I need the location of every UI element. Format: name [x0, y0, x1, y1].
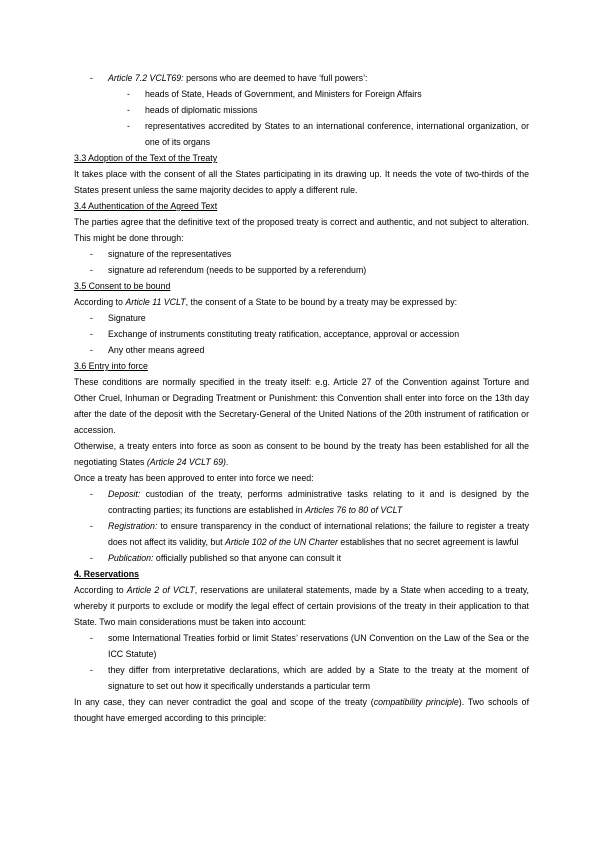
list-item: - signature of the representatives	[74, 246, 529, 262]
list-item: - Deposit: custodian of the treaty, performs administrative tasks relating to it and is designed by the contracting parties; its functions are established in Articles 76 to 80 of VCLT	[74, 486, 529, 518]
paragraph: Otherwise, a treaty enters into force as soon as consent to be bound by the treaty has been established for all the negotiating States (Article 24 VCLT 69).	[74, 441, 529, 467]
full-powers-sublist	[74, 86, 529, 150]
section-heading: 3.4 Authentication of the Agreed Text	[74, 201, 218, 211]
list-item: - Signature	[74, 310, 529, 326]
section-heading: 3.3 Adoption of the Text of the Treaty	[74, 153, 218, 163]
paragraph: Once a treaty has been approved to enter into force we need:	[74, 473, 314, 483]
section-heading: 3.5 Consent to be bound	[74, 281, 171, 291]
reservations-list	[74, 630, 529, 694]
consent-list	[74, 310, 529, 358]
list-item: - representatives accredited by States to an international conference, international organization, or one of its organs	[74, 118, 529, 150]
full-powers-list	[74, 70, 529, 86]
list-item: - Any other means agreed	[74, 342, 529, 358]
list-item: - Exchange of instruments constituting treaty ratification, acceptance, approval or accession	[74, 326, 529, 342]
paragraph: According to Article 2 of VCLT, reservations are unilateral statements, made by a State when acceding to a treaty, whereby it purports to exclude or modify the legal effect of certain provisions of the treaty in their application to that State. Two main considerations must be taken into account:	[74, 585, 529, 627]
section-heading: 3.6 Entry into force	[74, 361, 148, 371]
list-item: - Registration: to ensure transparency in the conduct of international relations; the failure to register a treaty does not affect its validity, but Article 102 of the UN Charter establishes that no secret agreement is lawful	[74, 518, 529, 550]
list-item: - some International Treaties forbid or limit States’ reservations (UN Convention on the Law of the Sea or the ICC Statute)	[74, 630, 529, 662]
paragraph: These conditions are normally specified in the treaty itself: e.g. Article 27 of the Convention against Torture and Other Cruel, Inhuman or Degrading Treatment or Punishment: this Convention shall enter into force on the 13th day after the date of the deposit with the Secretary-General of the United Nations of the 20th instrument of ratification or accession.	[74, 377, 529, 435]
list-item: - Publication: officially published so that anyone can consult it	[74, 550, 529, 566]
paragraph: It takes place with the consent of all the States participating in its drawing up. It needs the vote of two-thirds of the States present unless the same majority decides to apply a different rule.	[74, 169, 529, 195]
paragraph: In any case, they can never contradict the goal and scope of the treaty (compatibility principle). Two schools of thought have emerged according to this principle:	[74, 697, 530, 723]
paragraph: According to Article 11 VCLT, the consent of a State to be bound by a treaty may be expressed by:	[74, 297, 458, 307]
section-heading: 4. Reservations	[74, 569, 140, 579]
list-item: - they differ from interpretative declarations, which are added by a State to the treaty at the moment of signature to set out how it specifically understands a particular term	[74, 662, 529, 694]
document-page	[74, 70, 529, 726]
entry-force-list	[74, 486, 529, 566]
list-item: - heads of diplomatic missions	[74, 102, 529, 118]
authentication-list	[74, 246, 529, 278]
paragraph: The parties agree that the definitive text of the proposed treaty is correct and authentic, and not subject to alteration. This might be done through:	[74, 217, 529, 243]
list-item: - heads of State, Heads of Government, and Ministers for Foreign Affairs	[74, 86, 529, 102]
list-item: - signature ad referendum (needs to be supported by a referendum)	[74, 262, 529, 278]
list-item: - Article 7.2 VCLT69: persons who are deemed to have ‘full powers’:	[74, 70, 529, 86]
